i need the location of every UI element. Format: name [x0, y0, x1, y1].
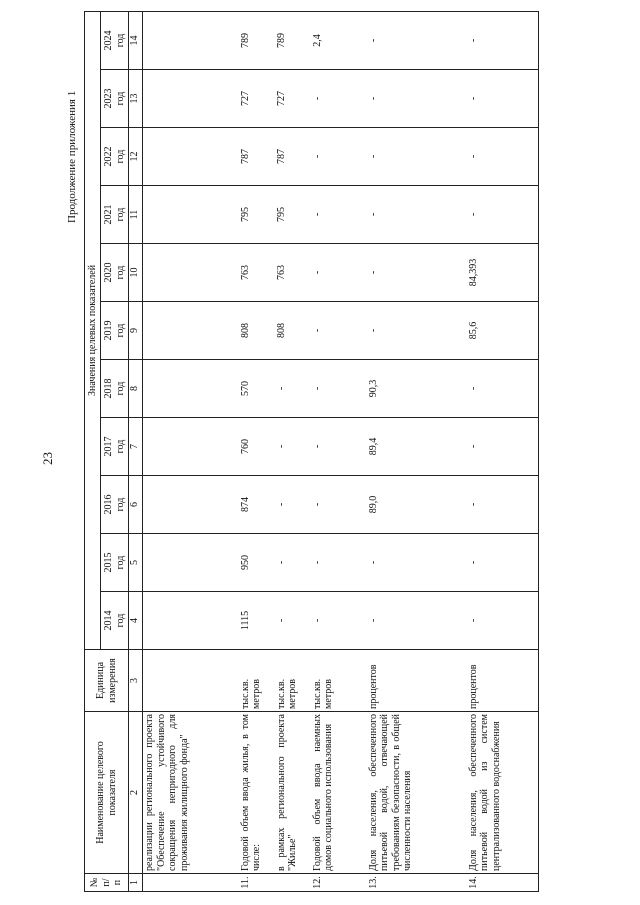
column-number: 14: [129, 11, 143, 69]
column-number: 3: [129, 650, 143, 712]
indicator-value: -: [367, 186, 467, 244]
indicator-value: -: [311, 534, 367, 592]
table-row: [275, 11, 311, 891]
indicator-value: -: [311, 476, 367, 534]
indicator-value: [143, 70, 239, 128]
indicator-value: 789: [239, 11, 275, 69]
indicator-name: Доля населения, обеспеченного питьевой водой, отвечающей требованиям безопасности, в общей численности населения: [367, 712, 467, 874]
column-number: 9: [129, 302, 143, 360]
indicator-name: Годовой объем ввода жилья, в том числе:: [239, 712, 275, 874]
header-year: 2024 год: [101, 11, 129, 69]
indicator-name: Доля населения, обеспеченного питьевой водой из систем централизованного водоснабжения: [467, 712, 539, 874]
indicator-value: [143, 360, 239, 418]
column-number: 12: [129, 128, 143, 186]
row-number: 13.: [367, 874, 467, 892]
indicator-value: 808: [239, 302, 275, 360]
column-number: 7: [129, 418, 143, 476]
header-year: 2021 год: [101, 186, 129, 244]
header-year: 2020 год: [101, 244, 129, 302]
indicator-value: -: [275, 360, 311, 418]
indicator-value: -: [367, 534, 467, 592]
column-number: 5: [129, 534, 143, 592]
indicator-value: -: [275, 476, 311, 534]
indicator-value: 808: [275, 302, 311, 360]
indicator-value: -: [311, 128, 367, 186]
table-row: [467, 11, 539, 891]
column-number: 2: [129, 712, 143, 874]
indicator-value: -: [311, 302, 367, 360]
indicator-value: 727: [275, 70, 311, 128]
header-year: 2023 год: [101, 70, 129, 128]
header-name: Наименование целевого показателя: [85, 712, 129, 874]
indicator-value: 84,393: [467, 244, 539, 302]
indicator-value: [143, 534, 239, 592]
unit-of-measure: тыс.кв. метров: [311, 650, 367, 712]
unit-of-measure: процентов: [367, 650, 467, 712]
header-num: № п/п: [85, 874, 129, 892]
indicator-value: -: [311, 244, 367, 302]
indicator-value: -: [367, 592, 467, 650]
header-year: 2014 год: [101, 592, 129, 650]
column-number: 6: [129, 476, 143, 534]
indicator-value: [143, 592, 239, 650]
indicator-value: 795: [275, 186, 311, 244]
column-number: 11: [129, 186, 143, 244]
indicator-name: Годовой объем ввода наемных домов социального использования: [311, 712, 367, 874]
indicator-value: -: [467, 360, 539, 418]
table-row: [367, 11, 467, 891]
header-row: [85, 11, 101, 891]
column-numbers-row: [129, 11, 143, 891]
header-year: 2018 год: [101, 360, 129, 418]
indicators-table: [84, 11, 539, 892]
indicator-value: -: [467, 476, 539, 534]
indicator-value: 874: [239, 476, 275, 534]
appendix-note: Продолжение приложения 1: [66, 90, 78, 223]
page-number: 23: [40, 452, 55, 465]
indicator-value: 2,4: [311, 11, 367, 69]
indicator-value: -: [275, 592, 311, 650]
indicator-value: 789: [275, 11, 311, 69]
indicator-value: -: [467, 592, 539, 650]
column-number: 13: [129, 70, 143, 128]
indicator-value: 787: [275, 128, 311, 186]
indicator-value: -: [311, 186, 367, 244]
indicator-value: -: [367, 128, 467, 186]
header-year: 2017 год: [101, 418, 129, 476]
indicator-value: 570: [239, 360, 275, 418]
column-number: 8: [129, 360, 143, 418]
header-unit: Единица измерения: [85, 650, 129, 712]
unit-of-measure: процентов: [467, 650, 539, 712]
indicator-value: 787: [239, 128, 275, 186]
indicator-value: -: [467, 11, 539, 69]
row-number: 12.: [311, 874, 367, 892]
indicator-value: [143, 186, 239, 244]
indicator-value: -: [311, 592, 367, 650]
indicator-value: -: [467, 418, 539, 476]
table-row: [239, 11, 275, 891]
header-year: 2022 год: [101, 128, 129, 186]
indicator-value: -: [367, 70, 467, 128]
row-number: [143, 874, 239, 892]
indicator-value: 727: [239, 70, 275, 128]
indicator-value: -: [467, 534, 539, 592]
indicator-value: -: [367, 11, 467, 69]
indicator-value: [143, 244, 239, 302]
indicator-name: реализации регионального проекта "Обеспечение устойчивого сокращения непригодного для проживания жилищного фонда": [143, 712, 239, 874]
header-year: 2015 год: [101, 534, 129, 592]
row-number: 14.: [467, 874, 539, 892]
table-row: [143, 11, 239, 891]
indicator-value: -: [275, 418, 311, 476]
unit-of-measure: тыс.кв. метров: [275, 650, 311, 712]
indicator-value: [143, 476, 239, 534]
indicator-value: -: [367, 244, 467, 302]
indicator-value: -: [467, 70, 539, 128]
row-number: 11.: [239, 874, 275, 892]
indicator-value: [143, 418, 239, 476]
indicator-value: 89,0: [367, 476, 467, 534]
column-number: 10: [129, 244, 143, 302]
unit-of-measure: [143, 650, 239, 712]
indicator-value: [143, 128, 239, 186]
indicator-value: [143, 302, 239, 360]
indicator-value: 90,3: [367, 360, 467, 418]
indicator-value: 795: [239, 186, 275, 244]
indicator-value: -: [311, 70, 367, 128]
column-number: 4: [129, 592, 143, 650]
indicator-value: 89,4: [367, 418, 467, 476]
header-year: 2019 год: [101, 302, 129, 360]
indicator-value: 760: [239, 418, 275, 476]
indicator-value: -: [311, 360, 367, 418]
indicator-value: 950: [239, 534, 275, 592]
indicator-value: 85,6: [467, 302, 539, 360]
indicator-value: -: [467, 186, 539, 244]
indicator-value: 763: [239, 244, 275, 302]
indicator-value: -: [311, 418, 367, 476]
indicator-name: в рамках регионального проекта "Жилье": [275, 712, 311, 874]
column-number: 1: [129, 874, 143, 892]
table-row: [311, 11, 367, 891]
indicator-value: 763: [275, 244, 311, 302]
indicator-value: -: [275, 534, 311, 592]
indicator-value: -: [467, 128, 539, 186]
row-number: [275, 874, 311, 892]
indicator-value: -: [367, 302, 467, 360]
header-values-group: Значения целевых показателей: [85, 11, 101, 649]
header-year: 2016 год: [101, 476, 129, 534]
indicator-value: [143, 11, 239, 69]
indicator-value: 1115: [239, 592, 275, 650]
unit-of-measure: тыс.кв. метров: [239, 650, 275, 712]
